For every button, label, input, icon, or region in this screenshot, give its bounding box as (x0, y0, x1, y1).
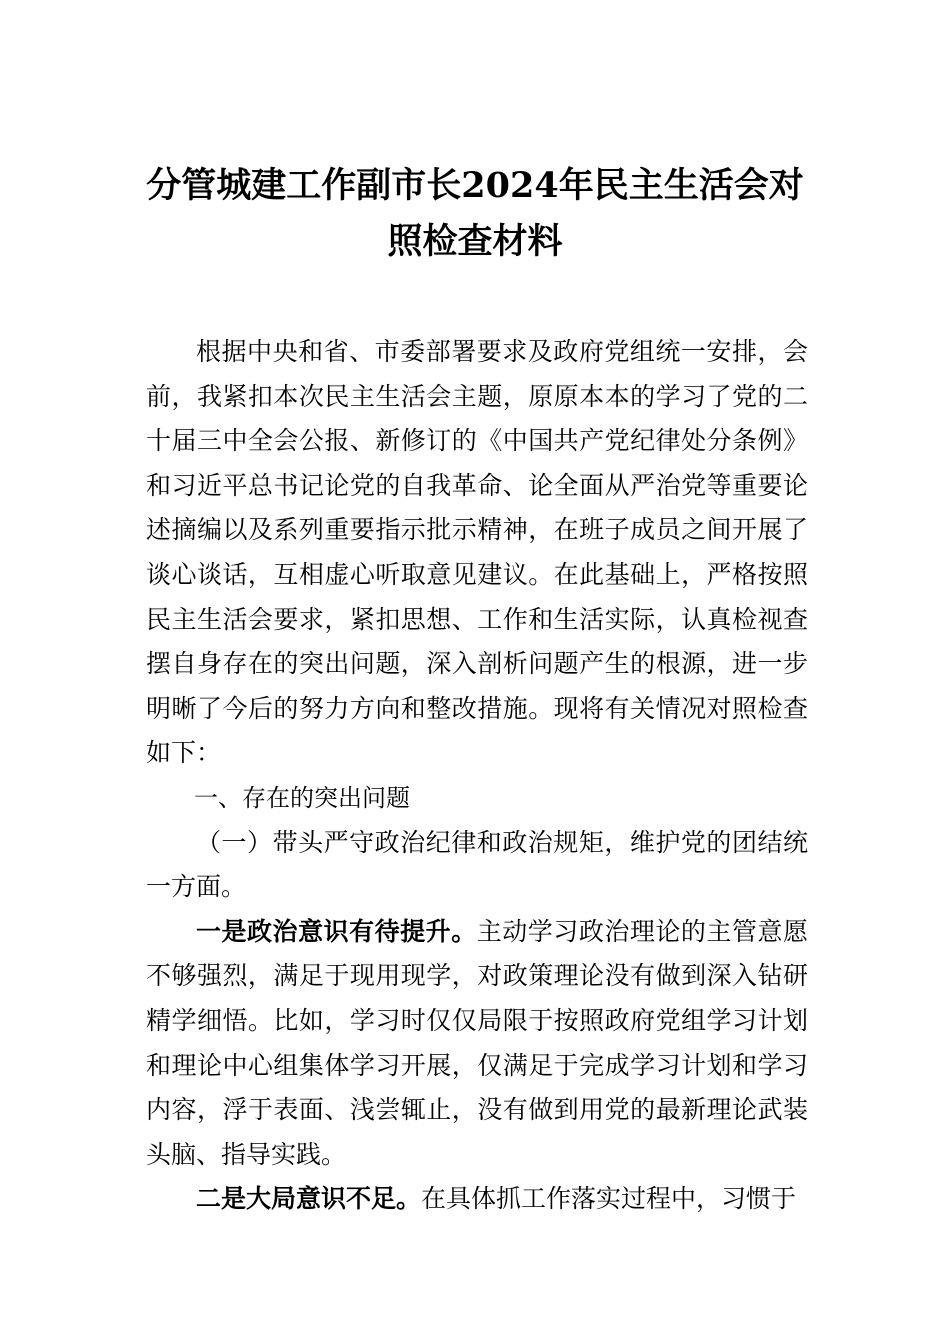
title-line-2: 照检查材料 (387, 221, 563, 262)
section-heading-problems: 一、存在的突出问题 (194, 783, 410, 812)
point-text-big-picture: 在具体抓工作落实过程中，习惯于 (421, 1184, 797, 1214)
document-title (120, 158, 830, 270)
title-line-1: 分管城建工作副市长2024年民主生活会对 (146, 165, 804, 206)
point-paragraph-big-picture (146, 1177, 808, 1222)
point-text-political-awareness: 主动学习政治理论的主管意愿不够强烈，满足于现用现学，对政策理论没有做到深入钻研精学细悟。比如，学习时仅仅局限于按照政府党组学习计划和理论中心组集体学习开展，仅满足于完成学习计划和学习内容，浮于表面、浅尝辄止，没有做到用党的最新理论武装头脑、指导实践。 (146, 916, 808, 1169)
point-paragraph-political-awareness (146, 910, 808, 1178)
point-lead-big-picture: 二是大局意识不足。 (196, 1184, 422, 1214)
document-body (146, 330, 808, 1222)
point-lead-political-awareness: 一是政治意识有待提升。 (196, 916, 477, 946)
intro-paragraph: 根据中央和省、市委部署要求及政府党组统一安排，会前，我紧扣本次民主生活会主题，原原本本的学习了党的二十届三中全会公报、新修订的《中国共产党纪律处分条例》和习近平总书记论党的自我革命、论全面从严治党等重要论述摘编以及系列重要指示批示精神，在班子成员之间开展了谈心谈话，互相虚心听取意见建议。在此基础上，严格按照民主生活会要求，紧扣思想、工作和生活实际，认真检视查摆自身存在的突出问题，深入剖析问题产生的根源，进一步明晰了今后的努力方向和整改措施。现将有关情况对照检查如下： (146, 337, 808, 768)
subsection-heading-political-discipline: （一）带头严守政治纪律和政治规矩，维护党的团结统一方面。 (146, 827, 808, 902)
